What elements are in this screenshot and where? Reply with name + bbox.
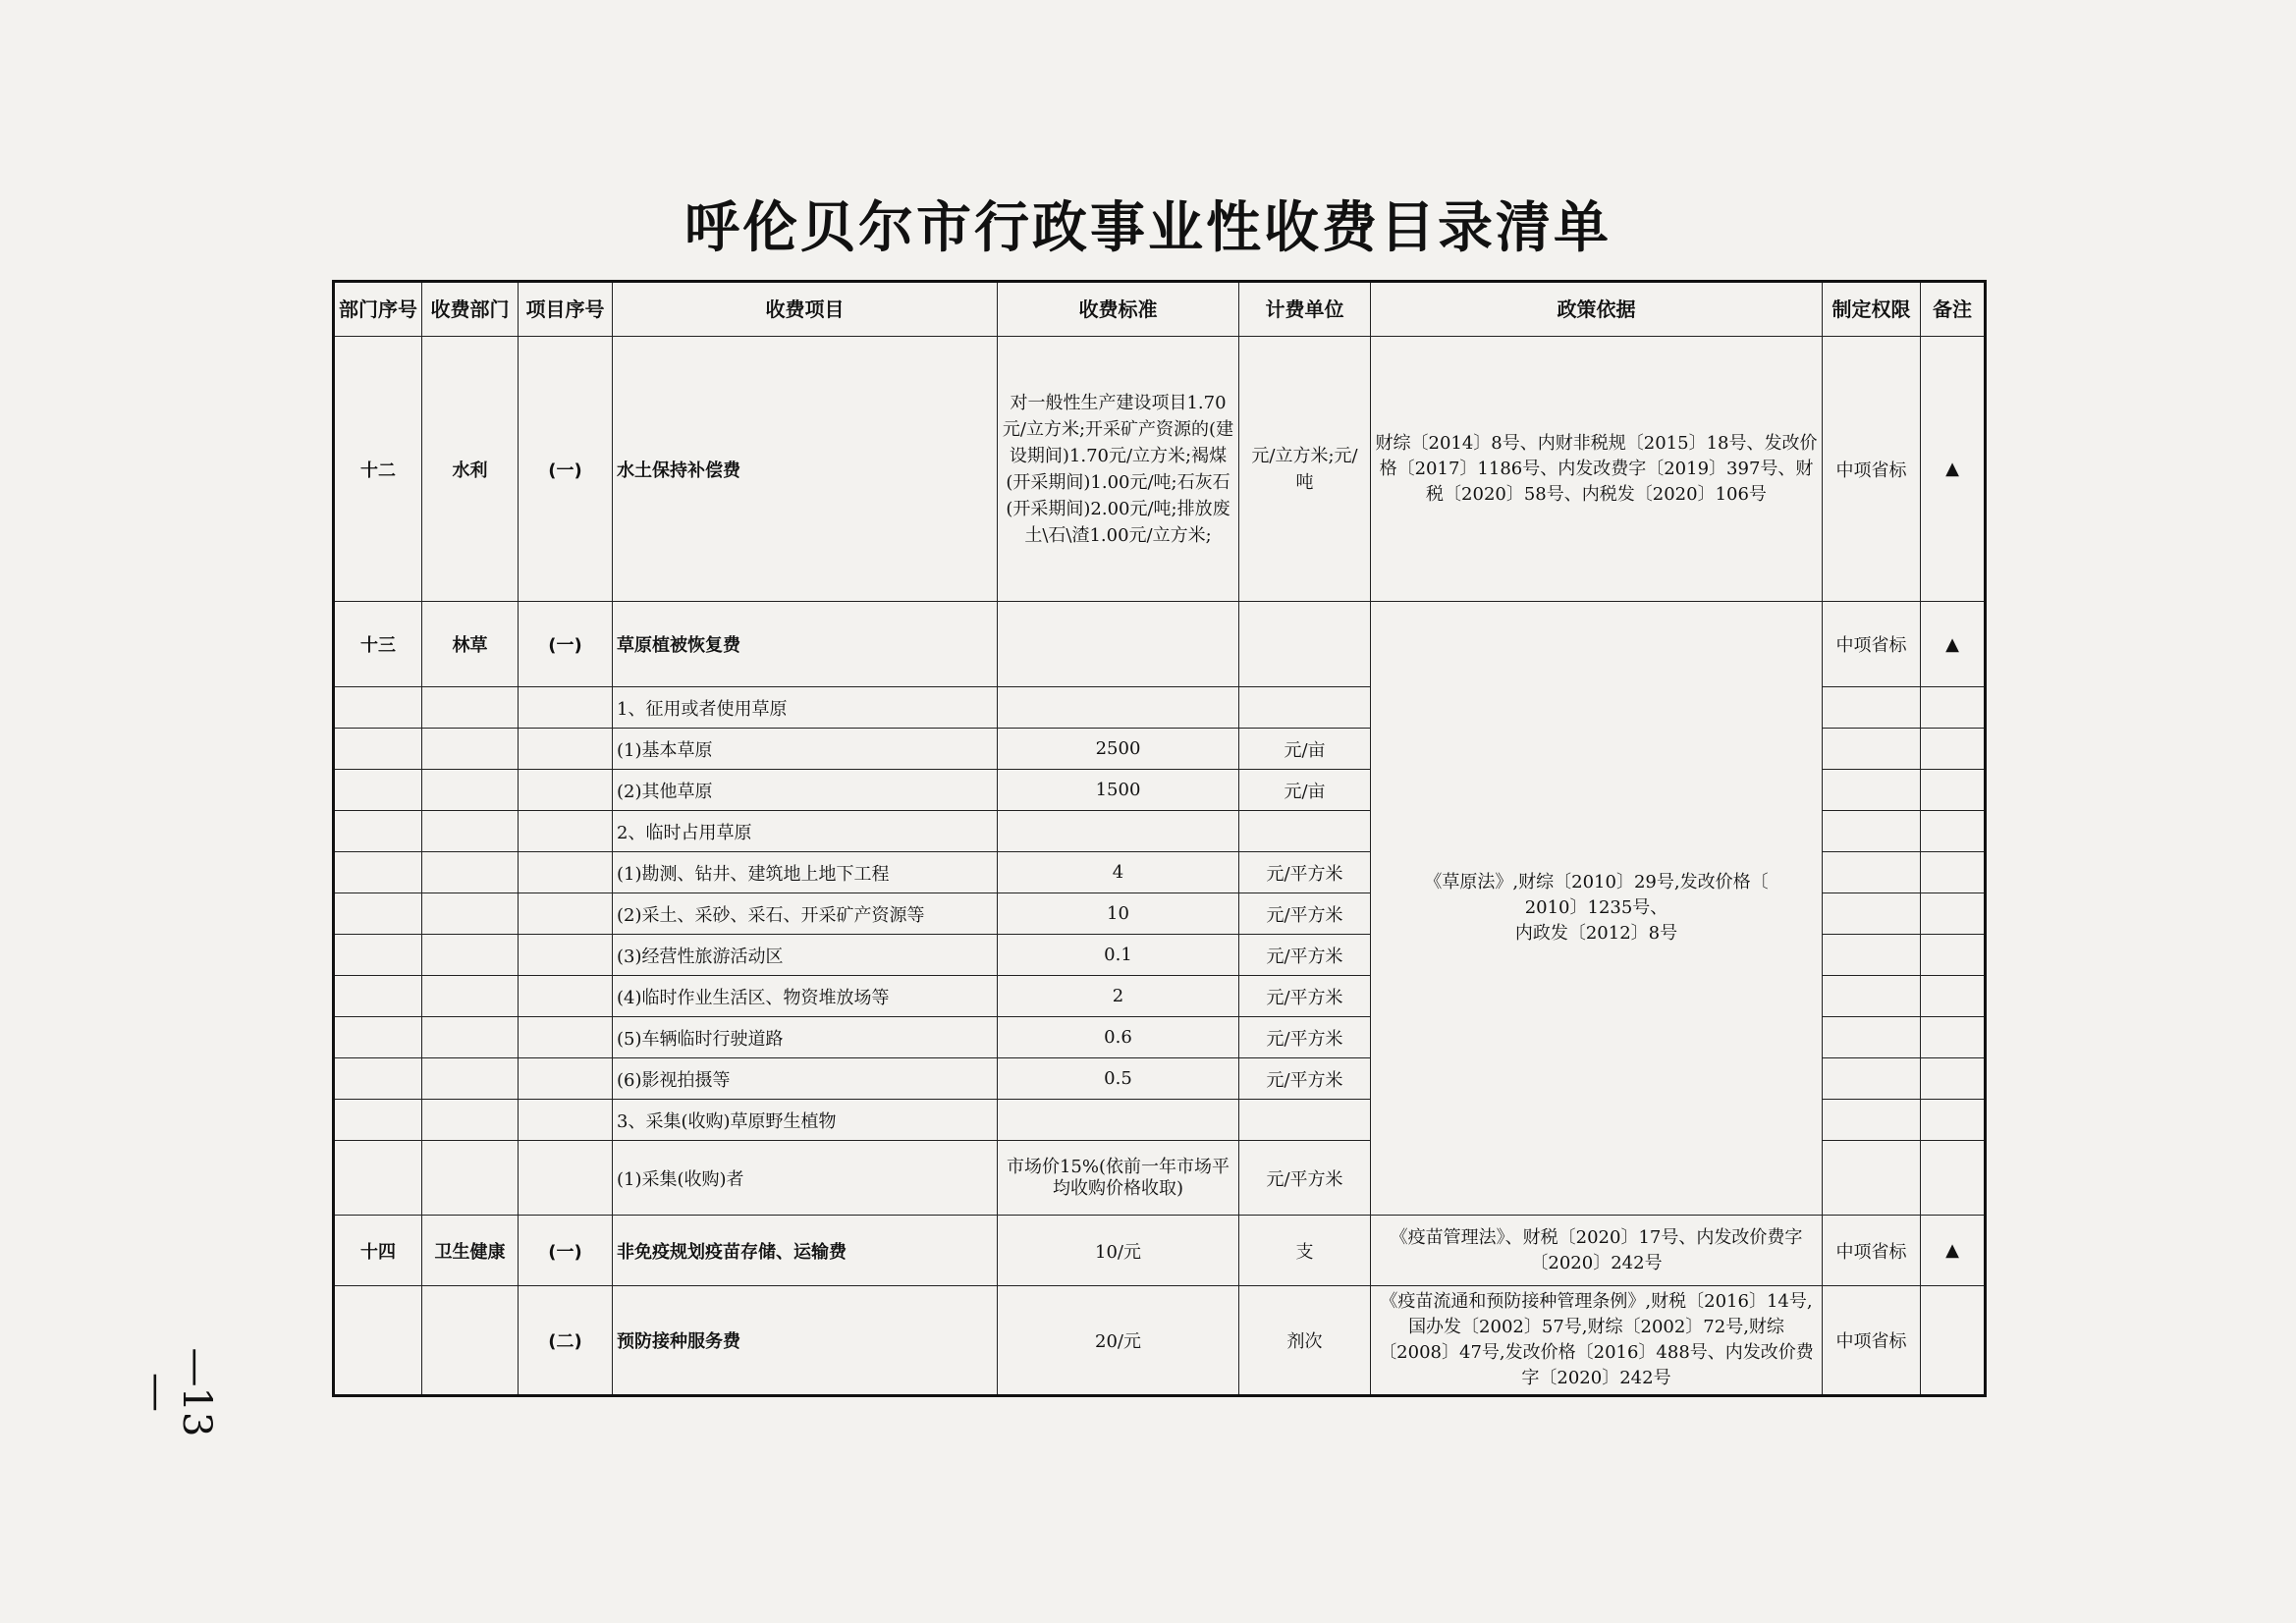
table-row xyxy=(334,1216,1986,1286)
unit-cell xyxy=(1239,1100,1371,1141)
standard-cell xyxy=(998,811,1239,852)
unit-cell: 元/平方米 xyxy=(1239,1141,1371,1216)
unit-cell: 元/平方米 xyxy=(1239,1017,1371,1058)
fee-catalog-table xyxy=(332,280,1987,1397)
sub-item-cell: 1、征用或者使用草原 xyxy=(613,687,998,729)
standard-cell: 对一般性生产建设项目1.70元/立方米;开采矿产资源的(建设期间)1.70元/立方米;褐煤(开采期间)1.00元/吨;石灰石(开采期间)2.00元/吨;排放废土\石\渣1.00元/立方米; xyxy=(998,337,1239,602)
header-remark: 备注 xyxy=(1921,282,1986,337)
policy-line: 2010〕1235号、 xyxy=(1524,897,1668,918)
standard-cell: 10/元 xyxy=(998,1216,1239,1286)
unit-cell: 元/立方米;元/吨 xyxy=(1239,337,1371,602)
page-title: 呼伦贝尔市行政事业性收费目录清单 xyxy=(684,196,1612,260)
unit-cell xyxy=(1239,811,1371,852)
item-no-cell: (一) xyxy=(519,1216,613,1286)
remark-triangle-icon: ▲ xyxy=(1921,602,1986,687)
remark-triangle-icon: ▲ xyxy=(1921,1216,1986,1286)
item-cell: 草原植被恢复费 xyxy=(613,602,998,687)
unit-cell: 支 xyxy=(1239,1216,1371,1286)
unit-cell xyxy=(1239,687,1371,729)
table-row xyxy=(334,1286,1986,1396)
authority-cell: 中项省标 xyxy=(1823,337,1921,602)
sub-item-cell: (1)采集(收购)者 xyxy=(613,1141,998,1216)
authority-cell: 中项省标 xyxy=(1823,1216,1921,1286)
authority-cell: 中项省标 xyxy=(1823,602,1921,687)
unit-cell: 元/平方米 xyxy=(1239,852,1371,893)
dept-no-cell: 十四 xyxy=(334,1216,422,1286)
item-cell: 水土保持补偿费 xyxy=(613,337,998,602)
sub-item-cell: (3)经营性旅游活动区 xyxy=(613,935,998,976)
standard-cell: 20/元 xyxy=(998,1286,1239,1396)
standard-cell: 0.1 xyxy=(998,935,1239,976)
standard-cell: 0.6 xyxy=(998,1017,1239,1058)
sub-item-cell: (4)临时作业生活区、物资堆放场等 xyxy=(613,976,998,1017)
header-unit: 计费单位 xyxy=(1239,282,1371,337)
standard-cell: 1500 xyxy=(998,770,1239,811)
sub-item-cell: 3、采集(收购)草原野生植物 xyxy=(613,1100,998,1141)
header-item-no: 项目序号 xyxy=(519,282,613,337)
dept-no-cell: 十三 xyxy=(334,602,422,687)
sub-item-cell: (2)其他草原 xyxy=(613,770,998,811)
header-row xyxy=(334,282,1986,337)
unit-cell: 元/平方米 xyxy=(1239,893,1371,935)
remark-triangle-icon: ▲ xyxy=(1921,337,1986,602)
page-number: —13— xyxy=(135,1347,219,1437)
standard-cell: 0.5 xyxy=(998,1058,1239,1100)
remark-cell xyxy=(1921,1286,1986,1396)
unit-cell: 剂次 xyxy=(1239,1286,1371,1396)
sub-item-cell: (5)车辆临时行驶道路 xyxy=(613,1017,998,1058)
unit-cell: 元/平方米 xyxy=(1239,1058,1371,1100)
unit-cell: 元/平方米 xyxy=(1239,935,1371,976)
header-policy: 政策依据 xyxy=(1371,282,1823,337)
unit-cell xyxy=(1239,602,1371,687)
unit-cell: 元/平方米 xyxy=(1239,976,1371,1017)
dept-cell: 卫生健康 xyxy=(422,1216,519,1286)
item-cell: 非免疫规划疫苗存储、运输费 xyxy=(613,1216,998,1286)
dept-cell: 林草 xyxy=(422,602,519,687)
table-row xyxy=(334,602,1986,687)
sub-item-cell: (6)影视拍摄等 xyxy=(613,1058,998,1100)
header-authority: 制定权限 xyxy=(1823,282,1921,337)
policy-line: 内政发〔2012〕8号 xyxy=(1514,923,1678,944)
sub-item-cell: (1)勘测、钻井、建筑地上地下工程 xyxy=(613,852,998,893)
table-row xyxy=(334,337,1986,602)
sub-item-cell: (2)采土、采砂、采石、开采矿产资源等 xyxy=(613,893,998,935)
standard-cell: 10 xyxy=(998,893,1239,935)
unit-cell: 元/亩 xyxy=(1239,770,1371,811)
item-no-cell: (二) xyxy=(519,1286,613,1396)
dept-cell: 水利 xyxy=(422,337,519,602)
standard-cell: 2 xyxy=(998,976,1239,1017)
dept-no-cell: 十二 xyxy=(334,337,422,602)
header-dept: 收费部门 xyxy=(422,282,519,337)
authority-cell: 中项省标 xyxy=(1823,1286,1921,1396)
standard-cell: 2500 xyxy=(998,729,1239,770)
policy-cell: 财综〔2014〕8号、内财非税规〔2015〕18号、发改价格〔2017〕1186号、内发改费字〔2019〕397号、财税〔2020〕58号、内税发〔2020〕106号 xyxy=(1371,337,1823,602)
policy-line: 《草原法》,财综〔2010〕29号,发改价格〔 xyxy=(1424,872,1769,893)
policy-cell: 《疫苗流通和预防接种管理条例》,财税〔2016〕14号,国办发〔2002〕57号,财综〔2002〕72号,财综〔2008〕47号,发改价格〔2016〕488号、内发改价费字〔2020〕242号 xyxy=(1371,1286,1823,1396)
item-cell: 预防接种服务费 xyxy=(613,1286,998,1396)
header-item: 收费项目 xyxy=(613,282,998,337)
standard-cell xyxy=(998,687,1239,729)
standard-cell: 市场价15%(依前一年市场平均收购价格收取) xyxy=(998,1141,1239,1216)
header-standard: 收费标准 xyxy=(998,282,1239,337)
standard-cell: 4 xyxy=(998,852,1239,893)
policy-cell xyxy=(1371,602,1823,1216)
policy-cell: 《疫苗管理法》、财税〔2020〕17号、内发改价费字〔2020〕242号 xyxy=(1371,1216,1823,1286)
item-no-cell: (一) xyxy=(519,337,613,602)
header-dept-no: 部门序号 xyxy=(334,282,422,337)
sub-item-cell: (1)基本草原 xyxy=(613,729,998,770)
sub-item-cell: 2、临时占用草原 xyxy=(613,811,998,852)
standard-cell xyxy=(998,1100,1239,1141)
unit-cell: 元/亩 xyxy=(1239,729,1371,770)
item-no-cell: (一) xyxy=(519,602,613,687)
standard-cell xyxy=(998,602,1239,687)
